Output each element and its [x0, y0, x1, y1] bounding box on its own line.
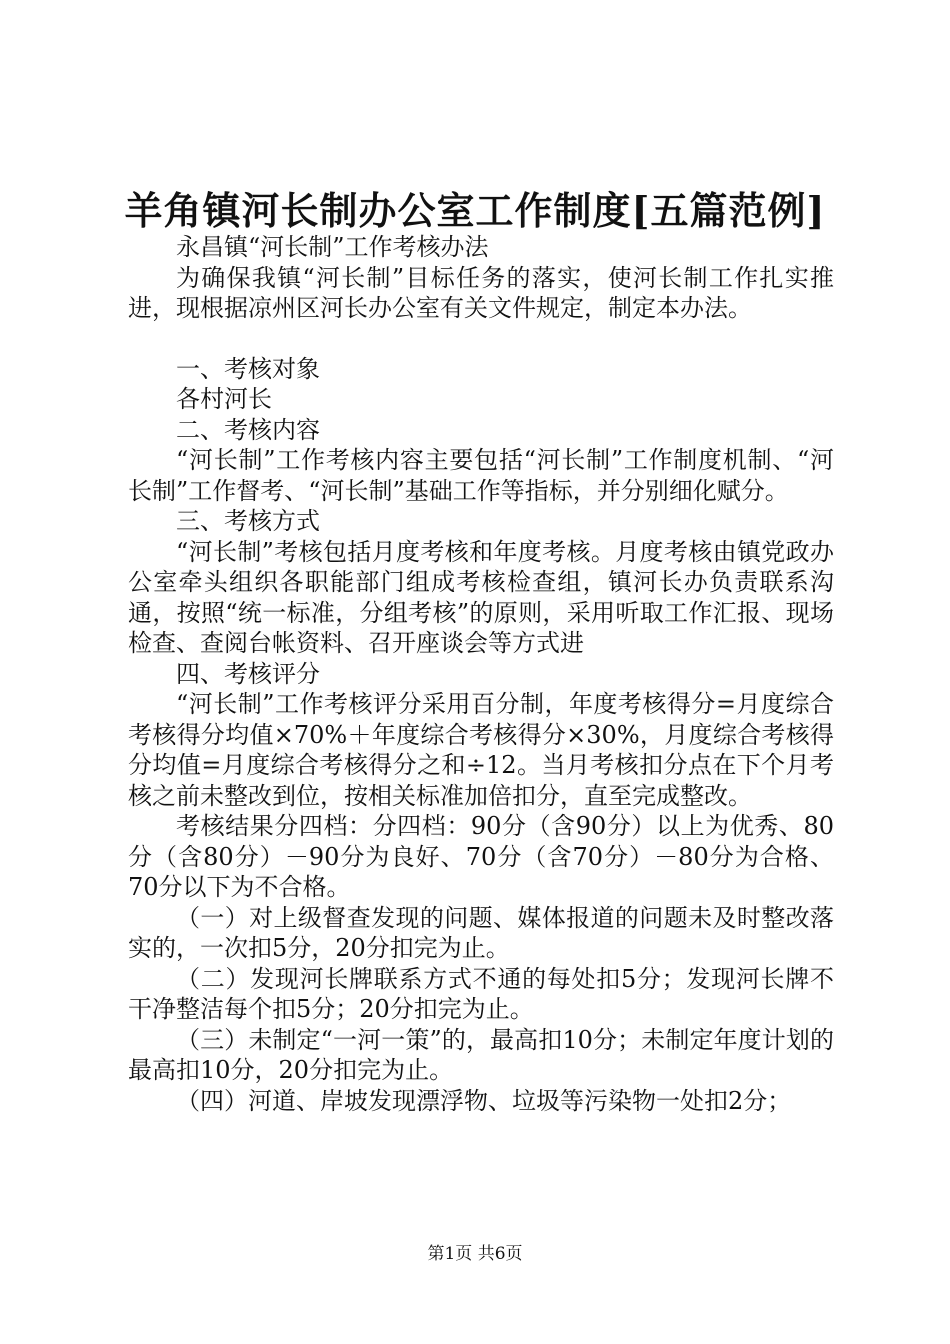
section-heading-1: 一、考核对象: [176, 354, 320, 383]
deduction-item-2: （二）发现河长牌联系方式不通的每处扣5分；发现河长牌不干净整洁每个扣5分；20分扣完为止。: [128, 964, 834, 1023]
blank-line: [128, 324, 834, 354]
deduction-item-1: （一）对上级督查发现的问题、媒体报道的问题未及时整改落实的，一次扣5分，20分扣完为止。: [128, 903, 834, 962]
intro-paragraph: 为确保我镇“河长制”目标任务的落实，使河长制工作扎实推进，现根据凉州区河长办公室有关文件规定，制定本办法。: [128, 263, 834, 322]
section-heading-3: 三、考核方式: [176, 507, 320, 535]
paragraph-3: “河长制”考核包括月度考核和年度考核。月度考核由镇党政办公室牵头组织各职能部门组成考核检查组，镇河长办负责联系沟通，按照“统一标准，分组考核”的原则，采用听取工作汇报、现场检查、查阅台帐资料、召开座谈会等方式进: [128, 537, 834, 657]
deduction-item-4: （四）河道、岸坡发现漂浮物、垃圾等污染物一处扣2分；: [176, 1086, 792, 1115]
section-heading-2: 二、考核内容: [176, 415, 320, 444]
paragraph-5: 考核结果分四档：分四档：90分（含90分）以上为优秀、80分（含80分）－90分为良好、70分（含70分）－80分为合格、70分以下为不合格。: [128, 812, 834, 901]
document-body: [128, 232, 834, 1116]
paragraph-1: 各村河长: [176, 385, 272, 413]
subtitle: 永昌镇“河长制”工作考核办法: [176, 233, 489, 261]
deduction-item-3: （三）未制定“一河一策”的，最高扣10分；未制定年度计划的最高扣10分，20分扣完为止。: [128, 1025, 834, 1084]
paragraph-2: “河长制”工作考核内容主要包括“河长制”工作制度机制、“河长制”工作督考、“河长制”基础工作等指标，并分别细化赋分。: [128, 446, 834, 505]
document-title: 羊角镇河长制办公室工作制度[五篇范例]: [124, 188, 826, 233]
section-heading-4: 四、考核评分: [176, 659, 320, 688]
page-footer: 第1页 共6页: [427, 1244, 523, 1264]
paragraph-4: “河长制”工作考核评分采用百分制，年度考核得分=月度综合考核得分均值×70%＋年度综合考核得分×30%，月度综合考核得分均值=月度综合考核得分之和÷12。当月考核扣分点在下个月考核之前未整改到位，按相关标准加倍扣分，直至完成整改。: [128, 690, 834, 810]
